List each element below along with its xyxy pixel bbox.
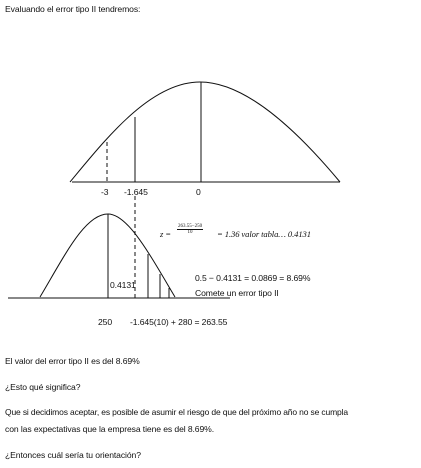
top-label-zero: 0	[196, 187, 201, 197]
paragraph-question: ¿Esto qué significa?	[5, 382, 81, 392]
formula-result: = 1.36 valor tabla… 0.4131	[217, 229, 311, 239]
paragraph-explanation-line2: con las expectativas que la empresa tiene es del 8.69%.	[5, 424, 214, 434]
bottom-label-calc: -1.645(10) + 280 = 263.55	[130, 317, 228, 327]
page-heading: Evaluando el error tipo II tendremos:	[5, 4, 141, 14]
paragraph-explanation-line1: Que si decidimos aceptar, es posible de asumir el riesgo de que del próximo año no se cumpla	[5, 407, 348, 417]
paragraph-error-value: El valor del error tipo II es del 8.69%	[5, 356, 140, 366]
comete-error-line: Comete un error tipo II	[195, 288, 279, 298]
top-label-neg1645: -1.645	[124, 187, 148, 197]
bottom-label-250: 250	[98, 317, 113, 327]
formula-numerator: 263.55−250	[178, 224, 203, 229]
formula-denominator: 10	[187, 230, 193, 235]
paragraph-orientation-question: ¿Entonces cuál sería tu orientación?	[5, 450, 141, 460]
formula-fraction	[177, 224, 203, 235]
formula-z-prefix: z =	[160, 229, 171, 239]
top-label-neg3: -3	[101, 187, 109, 197]
top-normal-curve	[70, 82, 340, 182]
area-label: 0.4131	[110, 280, 136, 290]
probability-line: 0.5 − 0.4131 = 0.0869 = 8.69%	[195, 273, 311, 283]
